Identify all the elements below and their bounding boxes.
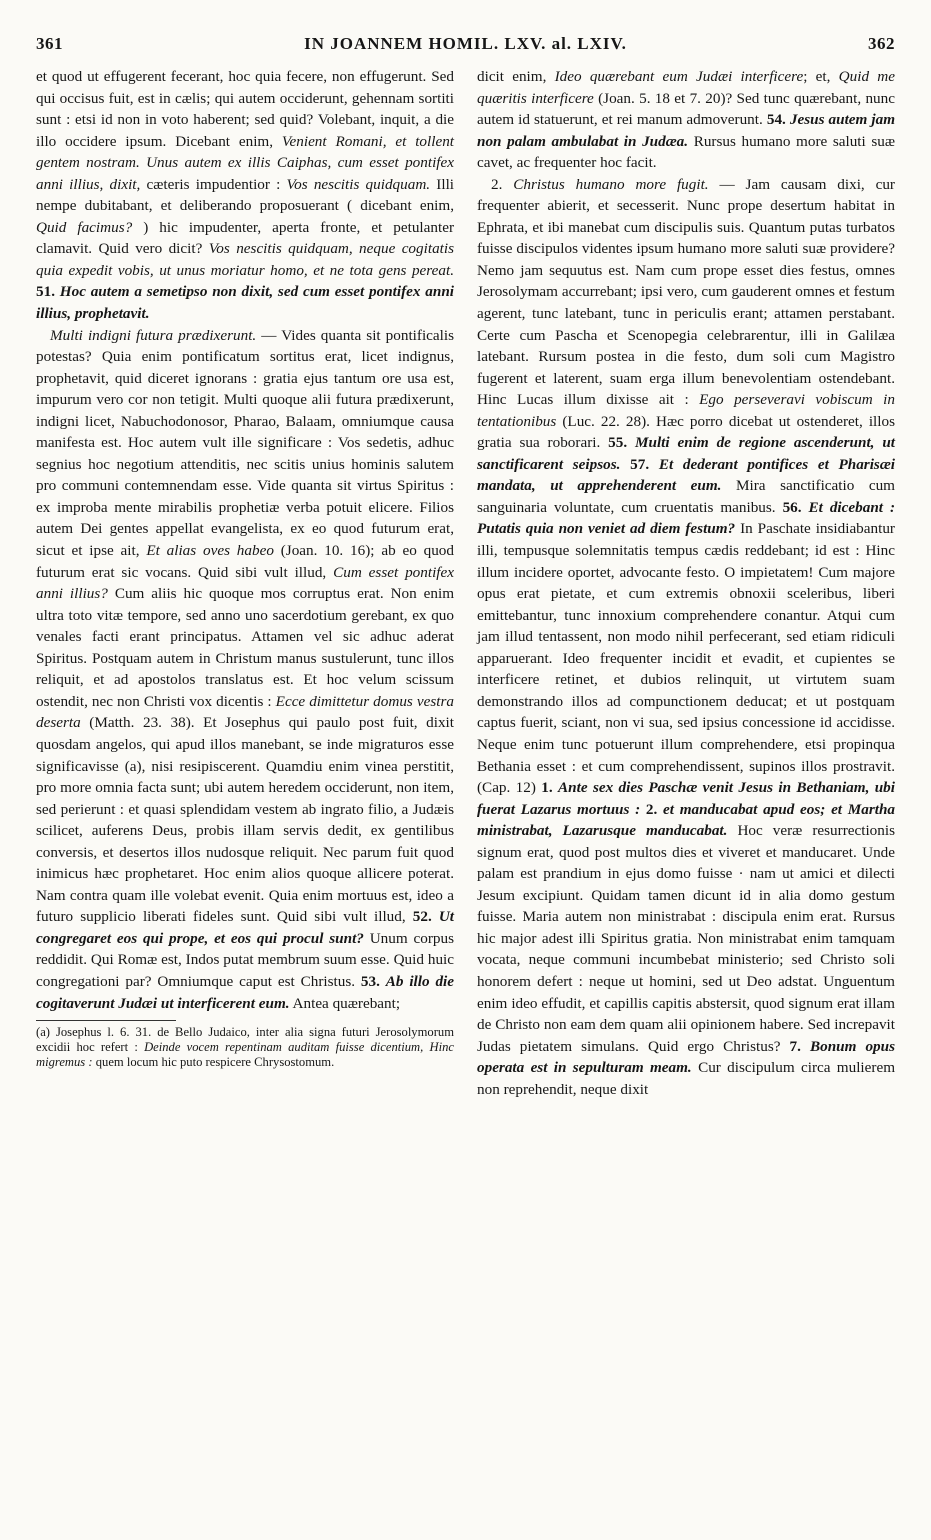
- page-number-right: 362: [868, 34, 895, 53]
- verse-number: 54.: [766, 111, 786, 129]
- text-run: ; ab eo quod futurum erat sic vocans. Quid sibi vult illud,: [36, 542, 454, 581]
- scripture-quote-bold: Ut congregaret eos qui prope, et eos qui procul sunt?: [36, 908, 455, 947]
- text-run: Unum corpus reddidit. Qui Romæ est, Indos putat membrum suum esse. Quid huic congregationi par? Omniumque caput est Christus.: [36, 929, 454, 990]
- text-run: ) hic impudenter, aperta fronte, et petulanter clamavit. Quid vero dicit?: [36, 218, 454, 258]
- verse-number: 55.: [608, 434, 628, 452]
- page-number-left: 361: [36, 34, 63, 53]
- scripture-reference: (Joan. 10. 16): [280, 542, 371, 560]
- verse-number: 1.: [541, 779, 553, 797]
- section-heading: Multi indigni futura prædixerunt.: [50, 326, 257, 344]
- chapter-marker: (Cap. 12): [477, 779, 536, 797]
- text-run: et quod ut effugerent fecerant, hoc quia fecere, non effugerunt. Sed qui occisus fuit, est in cælis; qui autem occiderunt, gehennam sortiti sunt : etsi id non in voto haberent; sed quid? Volebant, inquit, a die illo occidere ipsum. Dicebant enim,: [36, 68, 454, 150]
- right-paragraph-1: [477, 66, 895, 174]
- scripture-quote: Ecce dimittetur domus vestra deserta: [36, 692, 454, 732]
- verse-number: 51.: [36, 283, 55, 301]
- text-run: quem locum hic puto respicere Chrysostomum.: [95, 1055, 335, 1070]
- footnote-marker: (a): [124, 757, 142, 775]
- right-paragraph-2: [477, 174, 895, 1101]
- verse-number: 7.: [789, 1037, 801, 1055]
- scripture-quote-bold: Ante sex dies Paschæ venit Jesus in Bethaniam, ubi fuerat Lazarus mortuus :: [477, 779, 895, 818]
- text-run: Antea quærebant;: [292, 994, 401, 1012]
- footnote-divider: [36, 1020, 176, 1021]
- text-run: Josephus l. 6. 31. de Bello Judaico, inter alia signa futuri Jerosolymorum excidii hoc refert :: [36, 1025, 454, 1055]
- footnote: [36, 1025, 454, 1070]
- right-column: [477, 66, 895, 1100]
- scripture-quote: Ideo quærebant eum Judæi interficere: [554, 68, 804, 85]
- text-run: Mira sanctificatio cum sanguinaria voluntate, cum cruentatis manibus.: [477, 477, 895, 516]
- scripture-quote-bold: Et dederant pontifices et Pharisæi mandata, ut apprehenderent eum.: [477, 455, 896, 495]
- scripture-quote: Vos nescitis quidquam.: [286, 175, 431, 193]
- scripture-quote-bold: Bonum opus operata est in sepulturam meam.: [477, 1037, 895, 1077]
- verse-number: 56.: [782, 498, 802, 516]
- text-run: — Jam causam dixi, cur frequenter abierit, et secesserit. Nunc prope desertum habitat in Ephrata, et ibi manebat cum discipulis suis. Quantum putas turbatos fuisse discipulos videntes ipsum humano more saluti suæ providere? Nemo jam sequutus est. Nam cum prope esset dies festus, omnes Jerosolymam accurrebant; ipsi vero, cum gauderent omnes et festum agerent, tunc latebant, tunc in periculis erant; attamen perstabant. Certe cum Pascha et Scenopegia celebrarentur, illi in Galilæa latebant. Rursum postea in die festo, dum soli cum Magistro fugerent et laterent, suam erga illum benevolentiam ostendebant. Hinc Lucas illum dixisse ait :: [477, 175, 895, 409]
- text-run: Cur discipulum circa mulierem non reprehendit, neque dixit: [477, 1059, 896, 1098]
- running-header: [36, 34, 895, 66]
- scripture-quote-bold: Et dicebant : Putatis quia non veniet ad diem festum?: [477, 498, 896, 538]
- text-run: Hoc veræ resurrectionis signum erat, quod post multos dies et viveret et manducaret. Unde palam est prandium in ejus domo fuisse · nam ut amici et dilecti Jesum excipiunt. Quidam tamen dicunt id in alia domo gestum fuisse. Maria autem non ministrabat : discipula enim erat. Rursus hic major adest illi Spiritus gratia. Non ministrabat enim tamquam vocata, neque communi incumbebat ministerio; sed Christo soli honorem defert : neque ut homini, sed ut Deo adstat. Unguentum enim ideo effudit, et capillis capitis abstersit, quod signum erat illam de Christo non eam dem quam alii opinionem habere. Sed increpavit Judas pietatem simulans. Quid ergo Christus?: [477, 822, 895, 1055]
- scripture-reference: (Matth. 23. 38): [89, 714, 191, 732]
- scripture-quote: Ego perseveravi vobiscum in tentationibus: [477, 391, 895, 430]
- left-paragraph-2: [36, 325, 454, 1015]
- scripture-quote: Venient Romani, et tollent gentem nostram. Unus autem ex illis Caiphas, cum esset pontifex anni illius, dixit,: [36, 132, 455, 193]
- text-run: . Hæc porro dicebat ut ostenderet, illos gratia sua roborari.: [477, 412, 895, 452]
- scripture-quote: Vos nescitis quidquam, neque cogitatis quia expedit vobis, ut unus moriatur homo, et ne tota gens pereat.: [36, 240, 455, 279]
- text-run: In Paschate insidiabantur illi, tempusque solemnitatis tempus cædis reddebant; id est : Hinc illum incidere oportet, advocante festo. O impietatem! Cum majore opus erat pietate, et cum extremis obnoxii sceleribus, liberi emittebantur, tunc innoxium comprehendere conantur. Atqui cum jam illud tentassent, non modo nihil perfecerant, sed etiam ridiculi apparuerant. Ideo frequenter incidit et evadit, et cupientes se interficere retinet, et dubios relinquit, ut virtutem suam demonstrando illos ad compunctionem deducat; et ut postquam captus fuerit, sciant, non vi sua, sed ipsius concessione id accidisse. Neque enim tunc potuerunt illum comprehendere, etsi propinqua Bethania esset : et cum comprehendissent, supinos illos prostravit.: [477, 520, 895, 775]
- scripture-quote-bold: Jesus autem jam non palam ambulabat in Judæa.: [477, 111, 896, 150]
- left-column: [36, 66, 454, 1100]
- running-title: IN JOANNEM HOMIL. LXV. al. LXIV.: [304, 34, 627, 53]
- verse-number: 57.: [630, 455, 650, 473]
- section-number: 2.: [491, 175, 503, 193]
- scripture-quote-bold: Hoc autem a semetipso non dixit, sed cum esset pontifex anni illius, prophetavit.: [36, 283, 455, 323]
- footnote-marker: (a): [36, 1025, 50, 1040]
- section-heading: Christus humano more fugit.: [513, 175, 709, 193]
- scripture-quote-bold: et manducabat apud eos; et Martha ministrabat, Lazarusque manducabat.: [477, 800, 896, 840]
- scripture-reference: (Joan. 5. 18 et 7. 20): [598, 89, 726, 107]
- text-run: ; et,: [803, 68, 831, 85]
- text-run: , nisi resipiscerent. Quamdiu enim vinea perstitit, pro more omnia facta sunt; ubi autem heredem occiderunt, non item, sed perierunt : et quasi splendidam vestem ab ingrato filio, a Judæis scilicet, auferens Deus, probis illam servis dedit, ex gentilibus conversis, et desertos illos nudosque reliquit. Nec parum fuit quod inimicus hæc prophetaret. Hoc enim alios quoque allicere poterat. Nam contra quam ille volebat evenit. Quia enim mortuus est, ideo a futuro supplicio liberati fideles sunt. Quid sibi vult illud,: [36, 757, 454, 926]
- text-run: Rursus humano more saluti suæ cavet, ac frequenter hoc facit.: [477, 132, 895, 172]
- left-paragraph-1: [36, 66, 454, 325]
- text-run: dicit enim,: [477, 68, 547, 85]
- scripture-quote: Quid facimus?: [36, 218, 133, 236]
- text-run: Illi nempe dubitabant, et deliberando proposuerant ( dicebant enim,: [36, 175, 455, 215]
- text-run: ? Sed tunc quærebant, nunc autem id statuerunt, et rei manum admoverunt.: [477, 89, 895, 129]
- quote: Deinde vocem repentinam auditam fuisse dicentium, Hinc migremus :: [36, 1040, 454, 1070]
- text-run: . Et Josephus qui paulo post fuit, dixit quosdam angelos, qui apud illos manebant, se inde migraturos esse significavisse: [36, 714, 454, 775]
- scripture-quote: Cum esset pontifex anni illius?: [36, 563, 454, 603]
- verse-number: 2.: [645, 800, 658, 818]
- text-run: cæteris impudentior :: [146, 175, 281, 193]
- verse-number: 53.: [360, 972, 380, 990]
- text-run: Cum aliis hic quoque mos corruptus erat. Non enim ultra toto vitæ tempore, sed anno uno sacerdotium gerebant, ex quo venales facti erant principatus. Attamen vel sic adhuc aderat Spiritus. Postquam autem in Christum manus sustulerunt, tunc illos reliquit, et ad apostolos translatus est. Et hoc velum scissum ostendit, nec non Christi vox dicentis :: [36, 585, 455, 710]
- text-run: — Vides quanta sit pontificalis potestas? Quia enim pontificatum sortitus erat, licet indignus, prophetavit, quid diceret ignorans : gratia ejus tantum ore usa est, impurum vero cor non tetigit. Multi quoque alii futura prædixerunt, indigni licet, Nabuchodonosor, Pharao, Balaam, omniumque causa manifesta est. Hoc autem vult ille significare : Vos sedetis, adhuc segnius hoc negotium attenditis, nec scitis unius hominis salutem pro communi contemnendam esse. Vide quanta sit virtus Spiritus : ex improba mente mirabilis prophetiæ verba potuit elicere. Filios autem Dei gentes appellat evangelista, ex eo quod futurum erat, sicut et ipse ait,: [36, 326, 454, 560]
- scripture-quote-bold: Ab illo die cogitaverunt Judæi ut interficerent eum.: [36, 972, 454, 1012]
- scripture-quote: Quid me quæritis interficere: [477, 68, 895, 107]
- scripture-quote-bold: Multi enim de regione ascenderunt, ut sanctificarent seipsos.: [477, 434, 896, 473]
- scripture-reference: (Luc. 22. 28): [562, 412, 647, 430]
- text-columns: [36, 66, 895, 1100]
- verse-number: 52.: [412, 908, 432, 926]
- scripture-quote: Et alias oves habeo: [146, 542, 274, 560]
